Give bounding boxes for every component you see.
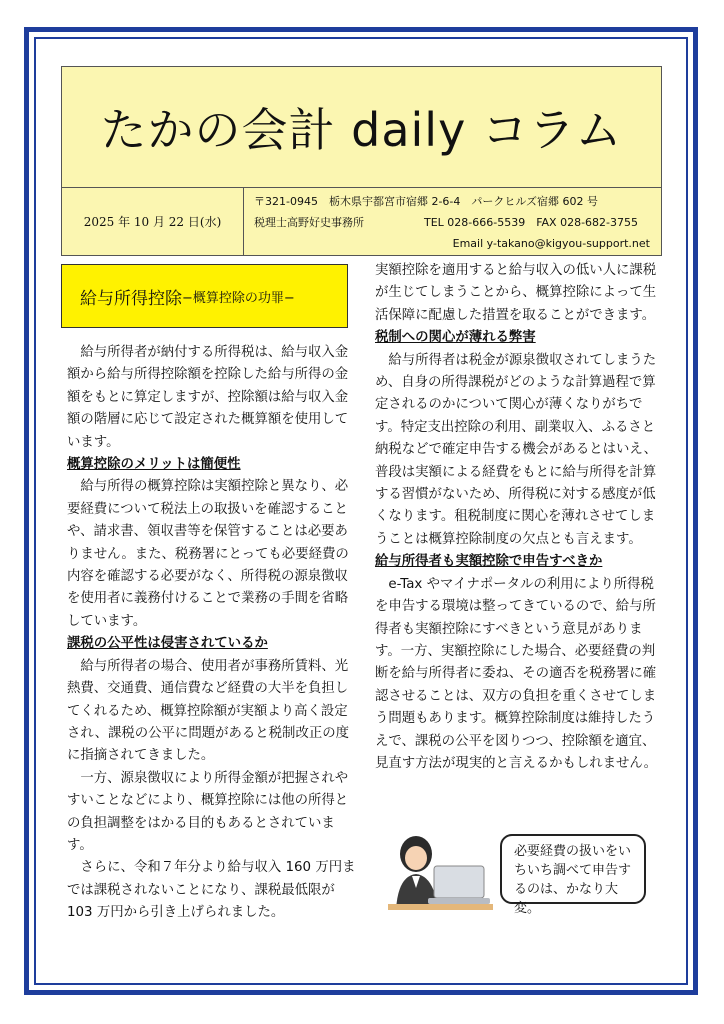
bubble-line: 必要経費の扱いをい bbox=[514, 844, 632, 859]
paragraph: e-Tax やマイナポータルの利用により所得税を申告する環境は整ってきているので、給与所得者も実額控除にすべきという意見があります。一方、実額控除にした場合、必要経費の判断を給与所得者に委ね、その適否を税務署に確認させることは、双方の負担を重くさせてしまう問題もあります。概算控除制度は維持したうえで、課税の公平を図りつつ、控除額を適宜、見直す方法が現実的と言えるかもしれません。 bbox=[375, 576, 658, 771]
office-name: 税理士高野好史事務所 bbox=[254, 216, 364, 229]
face-shape bbox=[405, 846, 427, 870]
header-box bbox=[61, 66, 662, 256]
right-column bbox=[375, 260, 665, 775]
laptop-screen bbox=[434, 866, 484, 898]
section-heading bbox=[61, 264, 348, 328]
issue-date: 2025 年 10 月 22 日(水) bbox=[83, 215, 222, 229]
section-subtitle: −概算控除の功罪− bbox=[182, 290, 295, 306]
office-row bbox=[254, 212, 654, 233]
bubble-line: ちいち調べて申告す bbox=[514, 863, 632, 878]
subheading: 概算控除のメリットは簡便性 bbox=[67, 457, 241, 473]
subheading: 給与所得者も実額控除で申告すべきか bbox=[375, 554, 603, 570]
email-address[interactable]: Email y-takano@kigyou-support.net bbox=[452, 237, 650, 250]
worker-laptop-illustration bbox=[388, 832, 493, 910]
address: 〒321-0945 栃木県宇都宮市宿郷 2-6-4 パークヒルズ宿郷 602 号 bbox=[254, 195, 599, 208]
section-title: 給与所得控除 bbox=[80, 288, 182, 309]
desk-shape bbox=[388, 904, 493, 910]
tel-fax: TEL 028-666-5539 FAX 028-682-3755 bbox=[424, 216, 639, 229]
paragraph: 給与所得者の場合、使用者が事務所賃料、光熱費、交通費、通信費など経費の大半を負担してくれるため、概算控除額が実額より高く設定され、課税の公平に問題があると税制改正の度に指摘されてきました。 bbox=[67, 658, 350, 764]
subheading: 税制への関心が薄れる弊害 bbox=[375, 330, 536, 346]
header-vertical-divider bbox=[243, 187, 244, 256]
paragraph: 給与所得の概算控除は実額控除と異なり、必要経費について税法上の取扱いを確認することや、請求書、領収書等を保管することは必要ありません。また、税務署にとっても必要経費の内容を確認する必要がなく、所得税の源泉徴収を使用者に義務付けることで業務の手間を省略しています。 bbox=[67, 479, 349, 629]
laptop-base bbox=[428, 898, 490, 904]
paragraph: 給与所得者が納付する所得税は、給与収入金額から給与所得控除額を控除した給与所得の金額をもとに算定しますが、控除額は給与収入金額の階層に応じて設定された概算額を使用しています。 bbox=[67, 345, 349, 450]
bubble-line: るのは、かなり大変。 bbox=[514, 882, 619, 916]
paragraph: 実額控除を適用すると給与収入の低い人に課税が生じてしまうことから、概算控除によって生活保障に配慮した措置を取ることができます。 bbox=[375, 263, 657, 323]
speech-bubble bbox=[500, 834, 646, 916]
subheading: 課税の公平性は侵害されているか bbox=[67, 636, 268, 652]
contact-info bbox=[254, 191, 654, 254]
paragraph: 給与所得者は税金が源泉徴収されてしまうため、自身の所得課税がどのような計算過程で算定されるのかについて関心が薄くなりがちです。特定支出控除の利用、副業収入、ふるさと納税などで確定申告する機会があるとはいえ、普段は実額による経費をもとに給与所得を計算する習慣がないため、所得税に対する感度が低くなります。租税制度に関心を薄れさせてしまうことは概算控除制度の欠点とも言えます。 bbox=[375, 352, 658, 547]
paragraph: 一方、源泉徴収により所得金額が把握されやすいことなどにより、概算控除には他の所得との負担調整をはかる目的もあるとされています。 bbox=[67, 770, 349, 853]
newsletter-title: たかの会計 daily コラム bbox=[100, 103, 623, 157]
left-column bbox=[67, 342, 357, 925]
paragraph: さらに、令和７年分より給与収入 160 万円までは課税されないことになり、課税最低限が 103 万円から引き上げられました。 bbox=[67, 860, 356, 921]
